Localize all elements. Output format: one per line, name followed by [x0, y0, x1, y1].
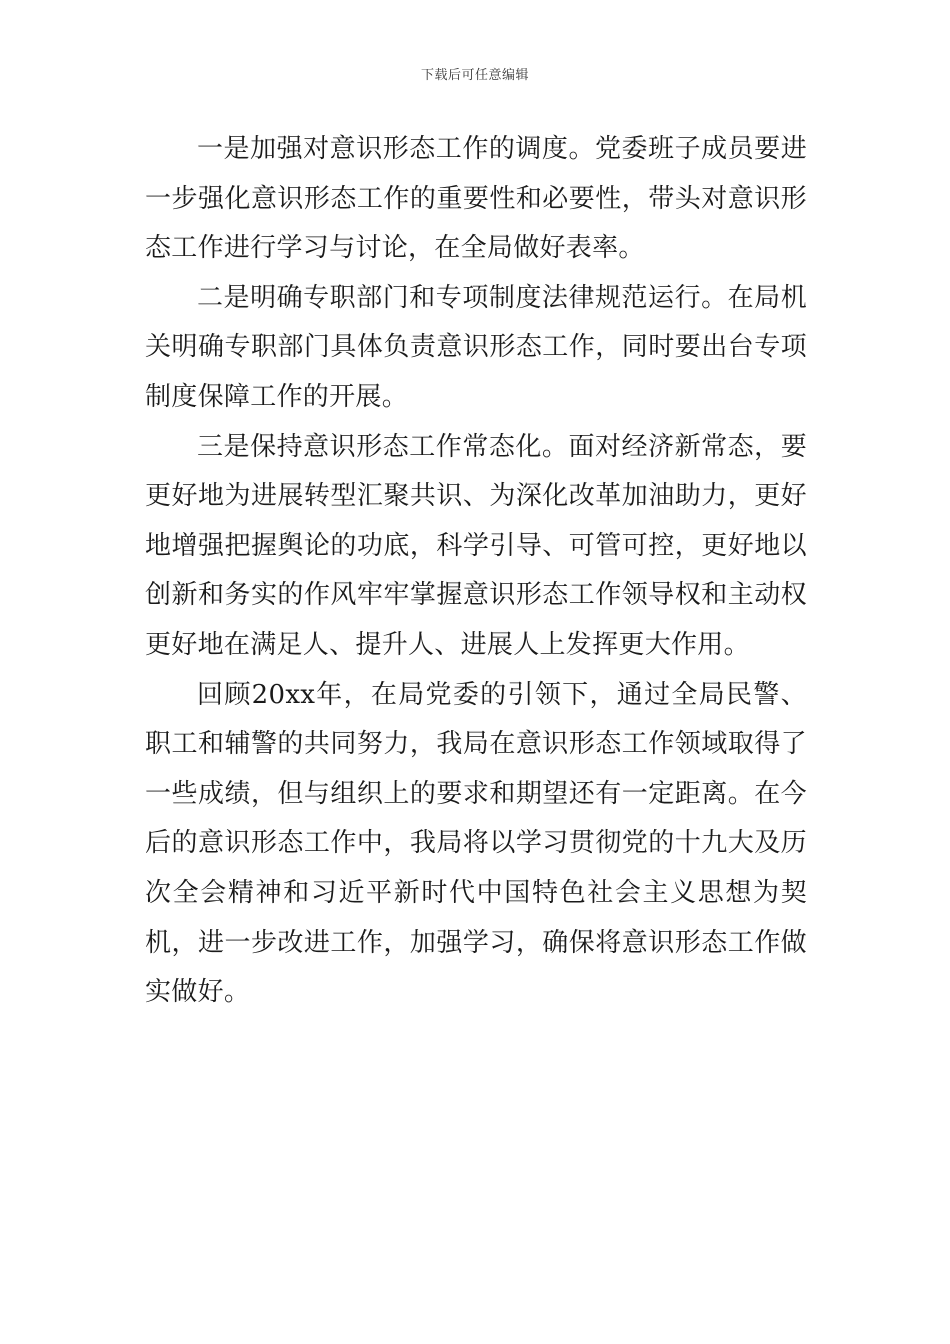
page-header: 下载后可任意编辑: [420, 68, 529, 83]
paragraph-2: 二是明确专职部门和专项制度法律规范运行。在局机关明确专职部门具体负责意识形态工作，同时要出台专项制度保障工作的开展。: [145, 282, 807, 412]
document-body: [145, 125, 807, 1018]
paragraph-4: 回顾20xx年，在局党委的引领下，通过全局民警、职工和辅警的共同努力，我局在意识形态工作领域取得了一些成绩，但与组织上的要求和期望还有一定距离。在今后的意识形态工作中，我局将以学习贯彻党的十九大及历次全会精神和习近平新时代中国特色社会主义思想为契机，进一步改进工作，加强学习，确保将意识形态工作做实做好。: [145, 679, 807, 1008]
paragraph-1: 一是加强对意识形态工作的调度。党委班子成员要进一步强化意识形态工作的重要性和必要性，带头对意识形态工作进行学习与讨论，在全局做好表率。: [145, 134, 807, 264]
paragraph-3: 三是保持意识形态工作常态化。面对经济新常态，要更好地为进展转型汇聚共识、为深化改革加油助力，更好地增强把握舆论的功底，科学引导、可管可控，更好地以创新和务实的作风牢牢掌握意识形态工作领导权和主动权更好地在满足人、提升人、进展人上发挥更大作用。: [145, 431, 807, 660]
